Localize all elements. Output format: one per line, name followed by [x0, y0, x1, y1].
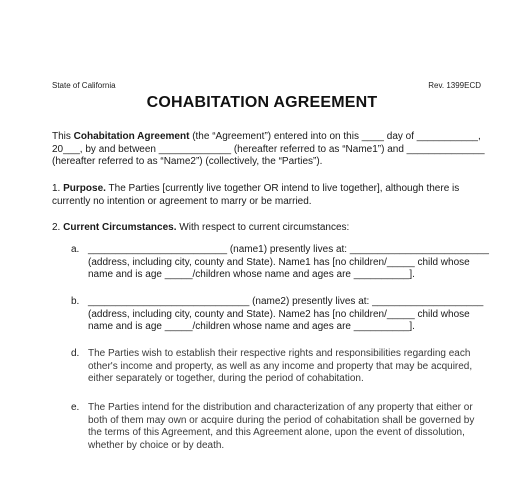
purpose-line-1	[52, 183, 459, 196]
item-a	[88, 244, 489, 282]
current-circumstances-text: With respect to current circumstances:	[176, 222, 350, 233]
item-e-line-3: the terms of this Agreement, and this Agreement alone, upon the event of dissolution,	[88, 427, 465, 438]
section-number: 2.	[52, 222, 64, 233]
item-d-line-1: The Parties wish to establish their respective rights and responsibilities regarding each	[88, 348, 471, 359]
intro-line-3: (hereafter referred to as “Name2”) (collectively, the “Parties”).	[52, 156, 323, 167]
item-a-label: a.	[71, 244, 80, 255]
item-e	[88, 402, 474, 452]
intro-paragraph	[52, 131, 485, 169]
document-title: COHABITATION AGREEMENT	[146, 94, 378, 111]
item-b-line-1: _____________________________ (name2) presently lives at: ____________________	[88, 296, 484, 307]
intro-text: This	[52, 131, 74, 142]
item-b	[88, 296, 483, 334]
purpose-heading: Purpose.	[63, 183, 106, 194]
item-d-line-3: either separately or together, during the period of cohabitation.	[88, 373, 364, 384]
intro-line-1	[52, 131, 485, 144]
item-d-line-2: other's income and property, as well as any income and property that may be acquired,	[88, 360, 473, 372]
item-d	[88, 348, 472, 386]
item-d-label: d.	[71, 348, 80, 359]
item-b-line-3: name and is age _____/children whose name and ages are __________].	[88, 321, 415, 332]
item-a-line-3: name and is age _____/children whose name and ages are __________].	[88, 269, 415, 280]
item-e-line-4: whether by choice or by death.	[88, 439, 225, 451]
intro-line-2: 20___, by and between _____________ (hereafter referred to as “Name1”) and ______________	[52, 143, 485, 155]
item-e-line-2: both of them may own or acquire during the period of cohabitation shall be governed by	[88, 414, 475, 426]
item-a-line-1: _________________________ (name1) presently lives at: _________________________	[88, 244, 489, 255]
state-label: State of California	[52, 81, 116, 90]
agreement-name: Cohabitation Agreement	[73, 131, 190, 142]
purpose-section	[52, 183, 459, 208]
item-b-label: b.	[71, 296, 80, 307]
revision-label: Rev. 1399ECD	[428, 81, 481, 90]
intro-text: (the “Agreement”) entered into on this ____ day of ___________,	[189, 131, 481, 142]
current-circumstances-heading: Current Circumstances.	[63, 222, 177, 233]
item-b-line-2: (address, including city, county and State). Name2 has [no children/_____ child whose	[88, 308, 470, 320]
section-number: 1.	[52, 183, 64, 194]
current-circumstances-section	[52, 222, 349, 235]
item-a-line-2: (address, including city, county and State). Name1 has [no children/_____ child whose	[88, 256, 470, 268]
purpose-line-2: currently no intention or agreement to marry or be married.	[52, 195, 312, 207]
purpose-text: The Parties [currently live together OR intend to live together], although there is	[105, 183, 460, 194]
item-e-label: e.	[71, 402, 80, 413]
item-e-line-1: The Parties intend for the distribution and characterization of any property that either or	[88, 402, 473, 413]
